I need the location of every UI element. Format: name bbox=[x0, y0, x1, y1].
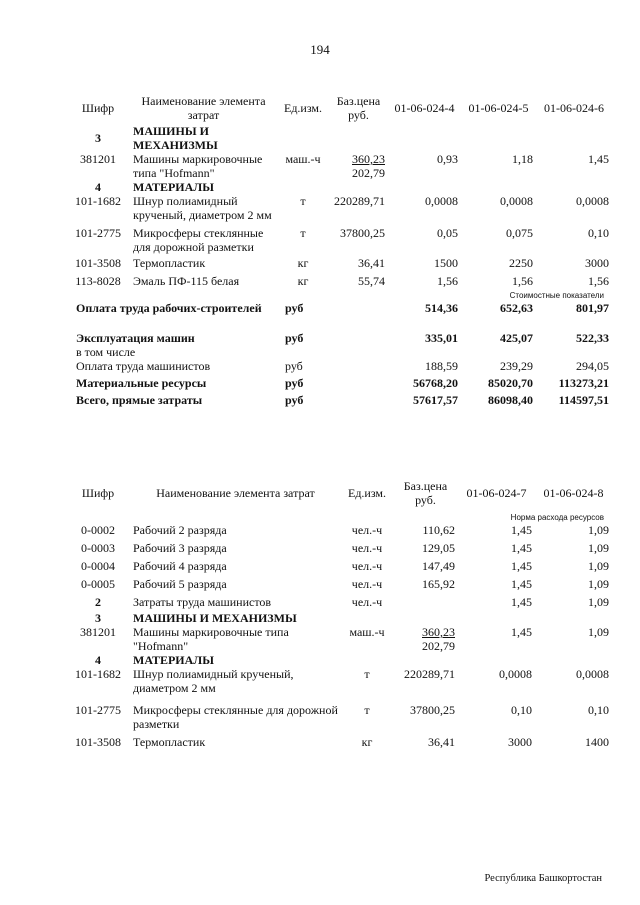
row-price: 129,05 bbox=[422, 541, 455, 555]
row-value-1: 0,10 bbox=[511, 703, 532, 717]
row-value-2: 1,09 bbox=[588, 595, 609, 609]
cost-name: в том числе bbox=[76, 345, 136, 359]
price-bottom: 202,79 bbox=[422, 639, 455, 653]
cost-value-2: 85020,70 bbox=[488, 376, 533, 390]
row-value-2: 1,09 bbox=[588, 577, 609, 591]
cost-row bbox=[66, 331, 612, 345]
row-unit: чел.-ч bbox=[351, 523, 383, 537]
row-value-1: 1,45 bbox=[511, 595, 532, 609]
header-name: Наименование элемента затрат bbox=[141, 94, 266, 122]
row-value-1: 1,56 bbox=[437, 274, 458, 288]
row-value-2: 0,075 bbox=[506, 226, 533, 240]
section-title: МАШИНЫ И МЕХАНИЗМЫ bbox=[133, 124, 218, 152]
header-price: Баз.цена руб. bbox=[336, 94, 381, 122]
row-value-1: 1,45 bbox=[511, 577, 532, 591]
table-row bbox=[66, 667, 612, 703]
row-code: 101-2775 bbox=[75, 226, 121, 240]
section-row bbox=[66, 124, 612, 152]
row-unit: чел.-ч bbox=[351, 595, 383, 609]
row-name: Эмаль ПФ-115 белая bbox=[133, 274, 240, 288]
row-value-3: 0,10 bbox=[588, 226, 609, 240]
row-code: 381201 bbox=[80, 152, 116, 166]
header-unit: Ед.изм. bbox=[283, 101, 323, 115]
cost-unit: руб bbox=[285, 376, 304, 390]
cost-name: Оплата труда рабочих-строителей bbox=[76, 301, 262, 315]
row-price: 147,49 bbox=[422, 559, 455, 573]
row-code: 0-0005 bbox=[81, 577, 115, 591]
header-code: Шифр bbox=[81, 101, 115, 115]
row-price: 36,41 bbox=[358, 256, 385, 270]
cost-row bbox=[66, 345, 612, 359]
row-value-2: 1400 bbox=[585, 735, 609, 749]
header-col-2: 01-06-024-5 bbox=[468, 101, 529, 115]
row-value-2: 1,56 bbox=[512, 274, 533, 288]
row-name: Термопластик bbox=[133, 735, 206, 749]
cost-value-3: 114597,51 bbox=[558, 393, 609, 407]
row-code: 101-2775 bbox=[75, 703, 121, 717]
row-name: Микросферы стеклянные для дорожной разметки bbox=[133, 226, 264, 254]
row-unit: т bbox=[300, 194, 306, 208]
table-row bbox=[66, 194, 612, 222]
row-name: Рабочий 3 разряда bbox=[133, 541, 227, 555]
header-code: Шифр bbox=[81, 486, 115, 500]
row-code: 101-1682 bbox=[75, 194, 121, 208]
section-code: 4 bbox=[95, 180, 101, 194]
row-code: 101-3508 bbox=[75, 256, 121, 270]
cost-value-2: 652,63 bbox=[500, 301, 533, 315]
table-header bbox=[66, 92, 612, 124]
cost-table-1 bbox=[66, 92, 612, 410]
row-name: Машины маркировочные типа "Hofmann" bbox=[133, 152, 263, 180]
row-unit: маш.-ч bbox=[349, 625, 385, 639]
section-title: МАТЕРИАЛЫ bbox=[133, 180, 214, 194]
header-col-1: 01-06-024-7 bbox=[466, 486, 527, 500]
row-value-2: 0,10 bbox=[588, 703, 609, 717]
cost-table-2 bbox=[66, 474, 612, 753]
section-title: МАШИНЫ И МЕХАНИЗМЫ bbox=[133, 611, 297, 625]
table-row bbox=[66, 559, 612, 577]
row-value-3: 3000 bbox=[585, 256, 609, 270]
cost-unit: руб bbox=[285, 359, 303, 373]
section-code: 3 bbox=[95, 131, 101, 145]
row-value-1: 1,45 bbox=[511, 625, 532, 639]
row-price: 55,74 bbox=[358, 274, 385, 288]
row-price bbox=[393, 625, 458, 653]
price-bottom: 202,79 bbox=[352, 166, 385, 180]
table-row bbox=[66, 523, 612, 541]
row-value-1: 1,45 bbox=[511, 559, 532, 573]
cost-row bbox=[66, 376, 612, 393]
section-row bbox=[66, 180, 612, 194]
cost-name: Материальные ресурсы bbox=[76, 376, 207, 390]
cost-value-3: 294,05 bbox=[576, 359, 609, 373]
row-value-2: 1,18 bbox=[512, 152, 533, 166]
cost-value-1: 514,36 bbox=[425, 301, 458, 315]
row-unit: чел.-ч bbox=[351, 577, 383, 591]
resource-norm-note: Норма расхода ресурсов bbox=[510, 513, 604, 522]
row-name: Шнур полиамидный крученый, диаметром 2 мм bbox=[133, 667, 294, 695]
row-price: 220289,71 bbox=[404, 667, 455, 681]
cost-value-1: 57617,57 bbox=[413, 393, 458, 407]
page-number: 194 bbox=[310, 42, 330, 57]
row-price: 36,41 bbox=[428, 735, 455, 749]
row-unit: маш.-ч bbox=[285, 152, 321, 166]
row-value-1: 0,05 bbox=[437, 226, 458, 240]
row-value-1: 3000 bbox=[508, 735, 532, 749]
price-top: 360,23 bbox=[352, 152, 385, 166]
cost-value-3: 113273,21 bbox=[558, 376, 609, 390]
row-unit: кг bbox=[361, 735, 373, 749]
cost-row bbox=[66, 393, 612, 410]
table-row bbox=[66, 222, 612, 256]
row-value-2: 1,09 bbox=[588, 541, 609, 555]
row-unit: кг bbox=[297, 274, 309, 288]
cost-value-3: 522,33 bbox=[576, 331, 609, 345]
header-col-2: 01-06-024-8 bbox=[543, 486, 604, 500]
section-title: МАТЕРИАЛЫ bbox=[133, 653, 214, 667]
header-unit: Ед.изм. bbox=[347, 486, 387, 500]
row-value-2: 1,09 bbox=[588, 559, 609, 573]
cost-value-2: 425,07 bbox=[500, 331, 533, 345]
row-unit: чел.-ч bbox=[351, 559, 383, 573]
row-unit: кг bbox=[297, 256, 309, 270]
row-unit: т bbox=[364, 667, 370, 681]
table-row bbox=[66, 577, 612, 595]
note-row bbox=[66, 290, 612, 301]
row-name: Рабочий 2 разряда bbox=[133, 523, 227, 537]
row-name: Затраты труда машинистов bbox=[133, 595, 272, 609]
section-row bbox=[66, 653, 612, 667]
table-row bbox=[66, 703, 612, 735]
row-code: 381201 bbox=[80, 625, 116, 639]
section-code: 3 bbox=[95, 611, 101, 625]
section-code: 4 bbox=[95, 653, 101, 667]
row-value-3: 1,45 bbox=[588, 152, 609, 166]
row-code: 113-8028 bbox=[75, 274, 121, 288]
cost-value-1: 56768,20 bbox=[413, 376, 458, 390]
table-row bbox=[66, 625, 612, 653]
cost-value-1: 335,01 bbox=[425, 331, 458, 345]
cost-row bbox=[66, 359, 612, 376]
row-value-2: 1,09 bbox=[588, 523, 609, 537]
cost-name: Всего, прямые затраты bbox=[76, 393, 203, 407]
cost-value-3: 801,97 bbox=[576, 301, 609, 315]
row-code: 0-0003 bbox=[81, 541, 115, 555]
section-row bbox=[66, 611, 612, 625]
row-value-3: 1,56 bbox=[588, 274, 609, 288]
row-value-1: 1,45 bbox=[511, 541, 532, 555]
table-row bbox=[66, 595, 612, 611]
header-col-3: 01-06-024-6 bbox=[544, 101, 604, 115]
table-row bbox=[66, 256, 612, 274]
table-row bbox=[66, 274, 612, 290]
row-value-1: 0,0008 bbox=[425, 194, 458, 208]
row-value-3: 0,0008 bbox=[576, 194, 609, 208]
price-top: 360,23 bbox=[422, 625, 455, 639]
header-name: Наименование элемента затрат bbox=[156, 486, 315, 500]
footer-region: Республика Башкортостан bbox=[484, 873, 602, 884]
row-unit: чел.-ч bbox=[351, 541, 383, 555]
row-code: 0-0002 bbox=[81, 523, 115, 537]
header-col-1: 01-06-024-4 bbox=[394, 101, 455, 115]
row-price: 37800,25 bbox=[340, 226, 385, 240]
row-price: 165,92 bbox=[422, 577, 455, 591]
row-value-1: 0,93 bbox=[437, 152, 458, 166]
row-value-2: 0,0008 bbox=[576, 667, 609, 681]
row-value-2: 2250 bbox=[509, 256, 533, 270]
row-name: Термопластик bbox=[133, 256, 206, 270]
row-name: Машины маркировочные типа "Hofmann" bbox=[133, 625, 289, 653]
row-value-1: 1,45 bbox=[511, 523, 532, 537]
row-price bbox=[329, 152, 388, 180]
row-unit: т bbox=[300, 226, 306, 240]
row-unit: т bbox=[364, 703, 370, 717]
row-name: Рабочий 4 разряда bbox=[133, 559, 227, 573]
cost-indicators-note: Стоимостные показатели bbox=[509, 291, 604, 300]
row-price: 220289,71 bbox=[334, 194, 385, 208]
cost-unit: руб bbox=[285, 393, 304, 407]
row-code: 2 bbox=[95, 595, 101, 609]
table-header bbox=[66, 474, 612, 512]
cost-unit: руб bbox=[285, 331, 304, 345]
row-code: 101-3508 bbox=[75, 735, 121, 749]
row-price: 110,62 bbox=[422, 523, 455, 537]
row-name: Шнур полиамидный крученый, диаметром 2 мм bbox=[133, 194, 272, 222]
cost-name: Оплата труда машинистов bbox=[76, 359, 211, 373]
cost-unit: руб bbox=[285, 301, 304, 315]
header-price: Баз.цена руб. bbox=[403, 479, 448, 507]
row-value-1: 0,0008 bbox=[499, 667, 532, 681]
table-row bbox=[66, 541, 612, 559]
row-price: 37800,25 bbox=[410, 703, 455, 717]
row-value-1: 1500 bbox=[434, 256, 458, 270]
row-code: 101-1682 bbox=[75, 667, 121, 681]
row-name: Микросферы стеклянные для дорожной разметки bbox=[133, 703, 338, 731]
row-name: Рабочий 5 разряда bbox=[133, 577, 227, 591]
cost-value-2: 239,29 bbox=[500, 359, 533, 373]
table-row bbox=[66, 152, 612, 180]
cost-row bbox=[66, 301, 612, 331]
row-code: 0-0004 bbox=[81, 559, 115, 573]
cost-value-1: 188,59 bbox=[425, 359, 458, 373]
row-value-2: 1,09 bbox=[588, 625, 609, 639]
cost-value-2: 86098,40 bbox=[488, 393, 533, 407]
table-row bbox=[66, 735, 612, 753]
cost-name: Эксплуатация машин bbox=[76, 331, 195, 345]
row-value-2: 0,0008 bbox=[500, 194, 533, 208]
note-row bbox=[66, 512, 612, 523]
